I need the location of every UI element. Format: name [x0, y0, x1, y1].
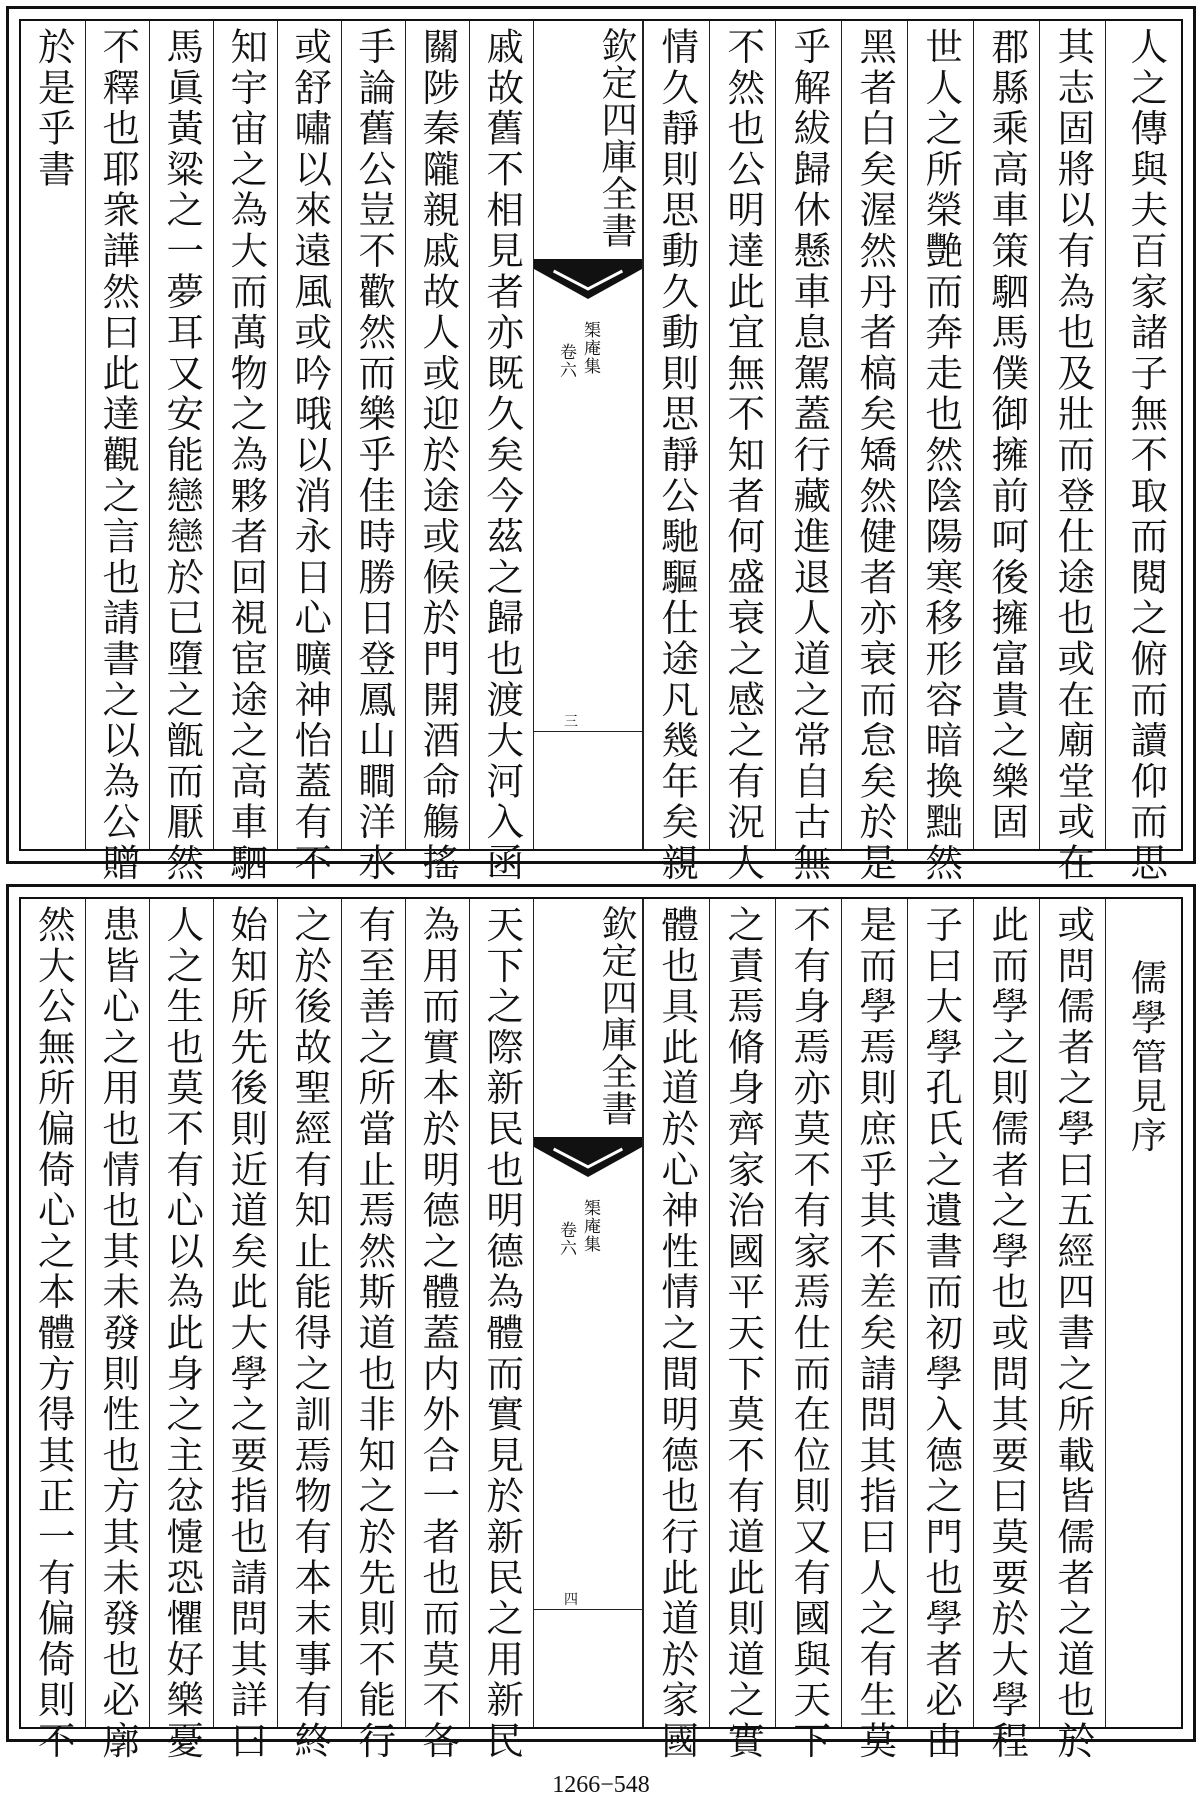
text-column	[973, 21, 1039, 849]
column-text: 不釋也耶衆譁然曰此達觀之言也請書之以為公贈	[96, 27, 141, 884]
column-text: 知宇宙之為大而萬物之為夥者回視宦途之高車駟	[224, 27, 269, 884]
column-text: 始知所先後則近道矣此大學之要指也請問其詳曰	[224, 905, 269, 1762]
text-column	[213, 21, 277, 884]
fishtail-mark-icon	[534, 1137, 642, 1177]
column-text: 人之傳與夫百家諸子無不取而閱之俯而讀仰而思	[1124, 27, 1169, 884]
text-column	[21, 21, 85, 849]
fishtail-mark-icon	[534, 259, 642, 299]
text-column	[775, 21, 841, 884]
column-text: 之責焉脩身齊家治國平天下莫不有道此則道之實	[721, 905, 766, 1762]
text-column	[341, 21, 405, 884]
text-column	[149, 21, 213, 884]
text-column	[341, 899, 405, 1762]
text-column	[469, 21, 533, 884]
document-page-bottom	[6, 884, 1196, 1762]
column-text: 人之生也莫不有心以為此身之主忿懥恐懼好樂憂	[160, 905, 205, 1762]
column-text: 患皆心之用也情也其未發則性也方其未發也必廓	[96, 905, 141, 1762]
text-column	[85, 899, 149, 1762]
text-column	[643, 21, 709, 884]
center-spine	[533, 899, 643, 1727]
page-number: 四	[564, 1592, 578, 1608]
column-text: 馬眞黃粱之一夢耳又安能戀戀於已墮之甑而厭然	[160, 27, 205, 884]
column-text: 體也具此道於心神性情之間明德也行此道於家國	[655, 905, 700, 1762]
text-column	[973, 899, 1039, 1762]
text-column	[1039, 21, 1105, 884]
text-column	[1105, 21, 1185, 884]
column-text: 或問儒者之學曰五經四書之所載皆儒者之道也於	[1051, 905, 1096, 1762]
text-column	[149, 899, 213, 1762]
text-column	[277, 899, 341, 1762]
text-column	[841, 899, 907, 1762]
page-number: 三	[564, 714, 578, 730]
column-text: 戚故舊不相見者亦既久矣今茲之歸也渡大河入函	[480, 27, 525, 884]
document-page-top	[6, 6, 1196, 884]
book-title: 欽定四庫全書	[596, 27, 637, 249]
text-column	[21, 899, 85, 1762]
column-text: 為用而實本於明德之體蓋内外合一者也而莫不各	[416, 905, 461, 1762]
column-text: 子曰大學孔氏之遺書而初學入德之門也學者必由	[919, 905, 964, 1762]
text-column	[213, 899, 277, 1762]
page-frame-top	[19, 19, 1183, 884]
column-text: 之於後故聖經有知止能得之訓焉物有本末事有終	[288, 905, 333, 1762]
text-column	[405, 899, 469, 1762]
column-text: 不有身焉亦莫不有家焉仕而在位則又有國與天下	[787, 905, 832, 1762]
text-column	[405, 21, 469, 884]
book-title: 欽定四庫全書	[596, 905, 637, 1127]
text-column	[1039, 899, 1105, 1762]
column-text: 或舒嘯以來遠風或吟哦以消永日心曠神怡蓋有不	[288, 27, 333, 884]
column-text: 手論舊公豈不歡然而樂乎佳時勝日登鳳山瞷洋水	[352, 27, 397, 884]
text-column	[775, 899, 841, 1762]
collection-name: 榘庵集	[580, 1199, 600, 1253]
text-column	[709, 899, 775, 1762]
footer-page-code: 1266−548	[552, 1772, 650, 1798]
spine-divider	[534, 1609, 642, 1610]
section-title: 儒學管見序	[1125, 959, 1167, 1156]
column-text: 其志固將以有為也及壯而登仕途也或在廟堂或在	[1051, 27, 1096, 884]
column-text: 情久靜則思動久動則思靜公馳驅仕途凡幾年矣親	[655, 27, 700, 884]
column-text: 然大公無所偏倚心之本體方得其正一有偏倚則不	[31, 905, 76, 1762]
text-column	[277, 21, 341, 884]
volume-label: 卷六	[556, 343, 576, 379]
center-spine	[533, 21, 643, 849]
column-text: 關陟秦隴親戚故人或迎於途或候於門開酒命觴搖	[416, 27, 461, 884]
text-column	[469, 899, 533, 1762]
column-text: 此而學之則儒者之學也或問其要曰莫要於大學程	[985, 905, 1030, 1762]
title-column	[1105, 899, 1185, 1727]
collection-name: 榘庵集	[580, 321, 600, 375]
column-text: 於是乎書	[31, 27, 76, 191]
text-column	[907, 899, 973, 1762]
column-text: 黑者白矣渥然丹者槁矣矯然健者亦衰而怠矣於是	[853, 27, 898, 884]
text-column	[841, 21, 907, 884]
text-column	[907, 21, 973, 884]
spine-divider	[534, 731, 642, 732]
text-column	[709, 21, 775, 884]
text-column	[85, 21, 149, 884]
column-text: 乎解紱歸休懸車息駕蓋行藏進退人道之常自古無	[787, 27, 832, 884]
text-column	[643, 899, 709, 1762]
column-text: 是而學焉則庶乎其不差矣請問其指曰人之有生莫	[853, 905, 898, 1762]
column-text: 有至善之所當止焉然斯道也非知之於先則不能行	[352, 905, 397, 1762]
volume-label: 卷六	[556, 1221, 576, 1257]
column-text: 世人之所榮艷而奔走也然陰陽寒移形容暗換黜然	[919, 27, 964, 884]
column-text: 天下之際新民也明德為體而實見於新民之用新民	[480, 905, 525, 1762]
page-frame-bottom	[19, 897, 1183, 1762]
column-text: 不然也公明達此宜無不知者何盛衰之感之有況人	[721, 27, 766, 884]
column-text: 郡縣乘高車策駟馬僕御擁前呵後擁富貴之樂固	[985, 27, 1030, 843]
